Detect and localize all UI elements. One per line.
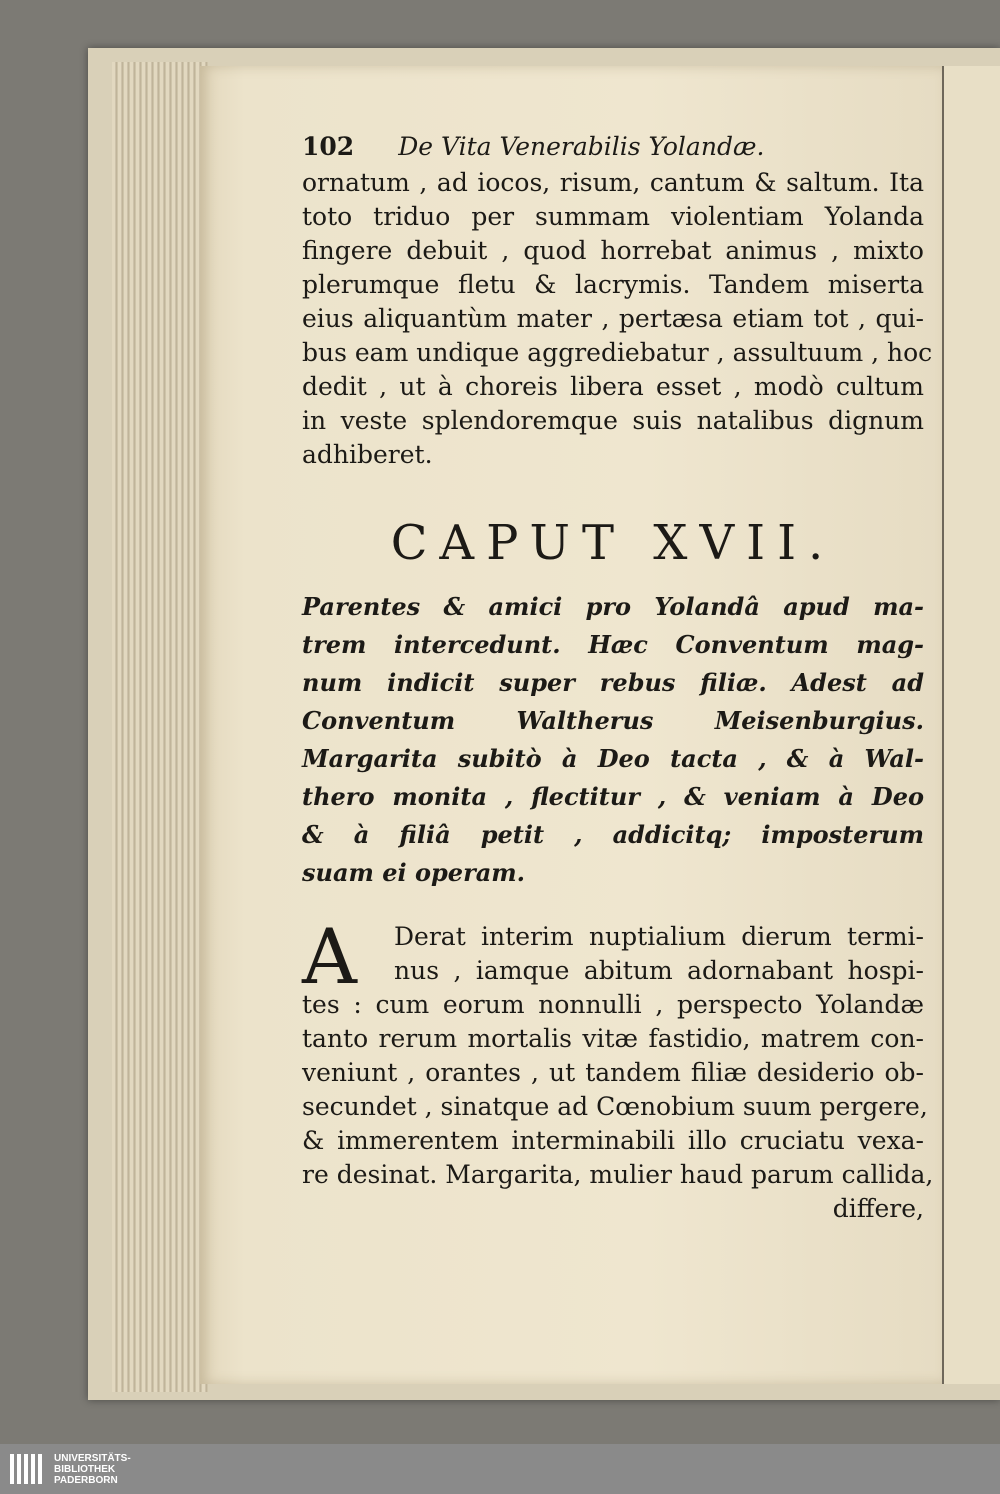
chapter-heading: CAPUT XVII. (390, 515, 836, 571)
summary-line: Parentes & amici pro Yolandâ apud ma- (302, 592, 924, 621)
page-edges (112, 62, 208, 1392)
text-line: toto triduo per summam violentiam Yolanda (302, 202, 924, 231)
text-line: in veste splendoremque suis natalibus dignum (302, 406, 924, 435)
summary-line: trem intercedunt. Hæc Conventum mag- (302, 630, 924, 659)
text-line: Derat interim nuptialium dierum termi- (394, 922, 924, 951)
summary-line: & à filiâ petit , addicitq; imposterum (302, 820, 924, 849)
running-head (302, 128, 924, 166)
text-line: dedit , ut à choreis libera esset , modò cultum (302, 372, 924, 401)
page-text (302, 128, 934, 1226)
text-line: re desinat. Margarita, mulier haud parum callida, (302, 1160, 934, 1189)
summary-line: thero monita , flectitur , & veniam à Deo (302, 782, 924, 811)
library-name-line: PADERBORN (54, 1474, 118, 1486)
text-line: adhiberet. (302, 440, 433, 469)
text-line: fingere debuit , quod horrebat animus , mixto (302, 236, 924, 265)
library-logo-icon (10, 1454, 44, 1484)
text-line: ornatum , ad iocos, risum, cantum & saltum. Ita (302, 168, 924, 197)
facing-page-edge (942, 66, 1000, 1384)
chapter-summary (302, 588, 924, 892)
summary-line: Conventum Waltherus Meisenburgius. (302, 706, 924, 735)
summary-line: Margarita subitò à Deo tacta , & à Wal- (302, 744, 924, 773)
text-line: & immerentem interminabili illo cruciatu vexa- (302, 1126, 924, 1155)
text-line: eius aliquantùm mater , pertæsa etiam tot , qui- (302, 304, 924, 333)
library-name-line: UNIVERSITÄTS- (54, 1452, 131, 1464)
text-line: plerumque fletu & lacrymis. Tandem miserta (302, 270, 924, 299)
body-paragraph (302, 912, 934, 1226)
text-line: tes : cum eorum nonnulli , perspecto Yolandæ (302, 990, 924, 1019)
library-name-line: BIBLIOTHEK (54, 1463, 116, 1475)
page-number: 102 (302, 132, 355, 161)
catchword: differe, (832, 1194, 924, 1223)
text-line: nus , iamque abitum adornabant hospi- (394, 956, 924, 985)
text-line: tanto rerum mortalis vitæ fastidio, matrem con- (302, 1024, 924, 1053)
text-line: secundet , sinatque ad Cœnobium suum pergere, (302, 1092, 928, 1121)
summary-line: num indicit super rebus filiæ. Adest ad (302, 668, 924, 697)
library-footer (0, 1444, 1000, 1494)
library-name (54, 1453, 131, 1486)
summary-line: suam ei operam. (302, 858, 526, 887)
text-line: bus eam undique aggrediebatur , assultuum , hoc (302, 338, 933, 367)
running-title: De Vita Venerabilis Yolandæ. (398, 132, 765, 161)
drop-cap: A (302, 912, 357, 1001)
text-line: veniunt , orantes , ut tandem filiæ desiderio ob- (302, 1058, 924, 1087)
top-paragraph (302, 166, 933, 472)
